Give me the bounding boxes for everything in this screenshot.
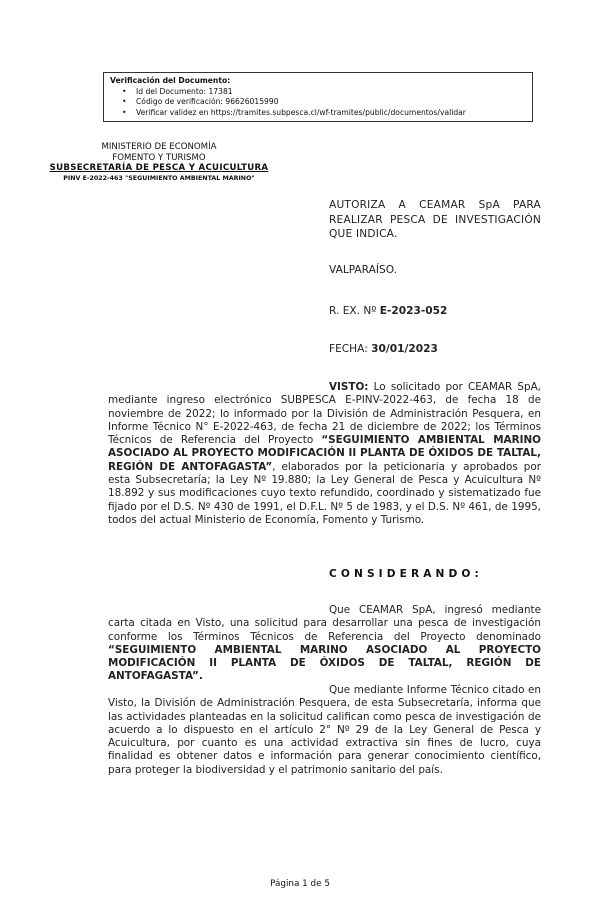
rex-label: R. EX. Nº: [329, 305, 377, 317]
considerando-p1-text: Que CEAMAR SpA, ingresó mediante carta citada en Visto, una solicitud para desarrollar una pesca de investigación conforme los Términos Técnicos de Referencia del Proyecto denominado: [108, 604, 541, 643]
subsecretaria-name: SUBSECRETARÍA DE PESCA Y ACUICULTURA: [49, 163, 269, 173]
ministry-name: MINISTERIO DE ECONOMÍA: [101, 142, 217, 152]
verification-item-id: • Id del Documento: 17381: [122, 87, 526, 98]
verification-list: [110, 87, 526, 119]
ministry-header: [36, 142, 282, 183]
visto-project-name: “SEGUIMIENTO AMBIENTAL MARINO ASOCIADO AL PROYECTO MODIFICACIÓN II PLANTA DE ÓXIDOS DE TALTAL, REGIÓN DE ANTOFAGASTA”: [108, 434, 541, 473]
considerando-paragraph-1: [108, 604, 541, 684]
ministry-name-2: FOMENTO Y TURISMO: [112, 152, 206, 163]
rex-number: E-2023-052: [379, 305, 448, 317]
verification-item-url[interactable]: • Verificar validez en https://tramites.subpesca.cl/wf-tramites/public/documentos/validar: [122, 108, 526, 119]
considerando-p1-project: “SEGUIMIENTO AMBIENTAL MARINO ASOCIADO AL PROYECTO MODIFICACIÓN II PLANTA DE ÓXIDOS DE TALTAL, REGIÓN DE ANTOFAGASTA”.: [108, 643, 541, 683]
resolution-summary: AUTORIZA A CEAMAR SpA PARA REALIZAR PESCA DE INVESTIGACIÓN QUE INDICA.: [329, 199, 541, 240]
considerando-paragraph-2: [108, 684, 541, 777]
verification-box: [103, 72, 533, 122]
verification-title: Verificación del Documento:: [110, 76, 231, 85]
fecha-value: 30/01/2023: [371, 343, 438, 355]
considerando-p2-text: Que mediante Informe Técnico citado en Visto, la División de Administración Pesquera, de esta Subsecretaría, informa que las actividades planteadas en la solicitud califican como pesca de investigación de acuerdo a lo dispuesto en el artículo 2° Nº 29 de la Ley General de Pesca y Acuicultura, por cuanto es una actividad extractiva sin fines de lucro, cuya finalidad es obtener datos e información para generar conocimiento científico, para proteger la biodiversidad y el patrimonio sanitario del país.: [108, 684, 541, 776]
visto-label: VISTO:: [329, 381, 369, 393]
verification-item-code: • Código de verificación: 96626015990: [122, 97, 526, 108]
visto-text-2: , elaborados por la peticionaria y aprobados por esta Subsecretaría; la Ley Nº 19.880; la Ley General de Pesca y Acuicultura Nº 18.892 y sus modificaciones cuyo texto refundido, coordinado y sistematizado fue fijado por el D.S. Nº 430 de 1991, el D.F.L. Nº 5 de 1983, y el D.S. Nº 461, de 1995, todos del actual Ministerio de Economía, Fomento y Turismo.: [108, 460, 541, 526]
pinv-reference: PINV E-2022-463 "SEGUIMIENTO AMBIENTAL MARINO": [63, 174, 255, 182]
resolution-date: [329, 343, 438, 355]
considerando-heading: CONSIDERANDO:: [329, 568, 483, 580]
resolution-number: [329, 305, 447, 317]
page-number: Página 1 de 5: [270, 879, 330, 889]
visto-text-1: Lo solicitado por CEAMAR SpA, mediante ingreso electrónico SUBPESCA E-PINV-2022-463, de fecha 18 de noviembre de 2022; lo informado por la División de Administración Pesquera, en Informe Técnico N° E-2022-463, de fecha 21 de diciembre de 2022; los Términos Técnicos de Referencia del Proyecto: [108, 381, 541, 447]
city: VALPARAÍSO.: [329, 264, 397, 276]
fecha-label: FECHA:: [329, 343, 368, 355]
visto-paragraph: [108, 381, 541, 527]
